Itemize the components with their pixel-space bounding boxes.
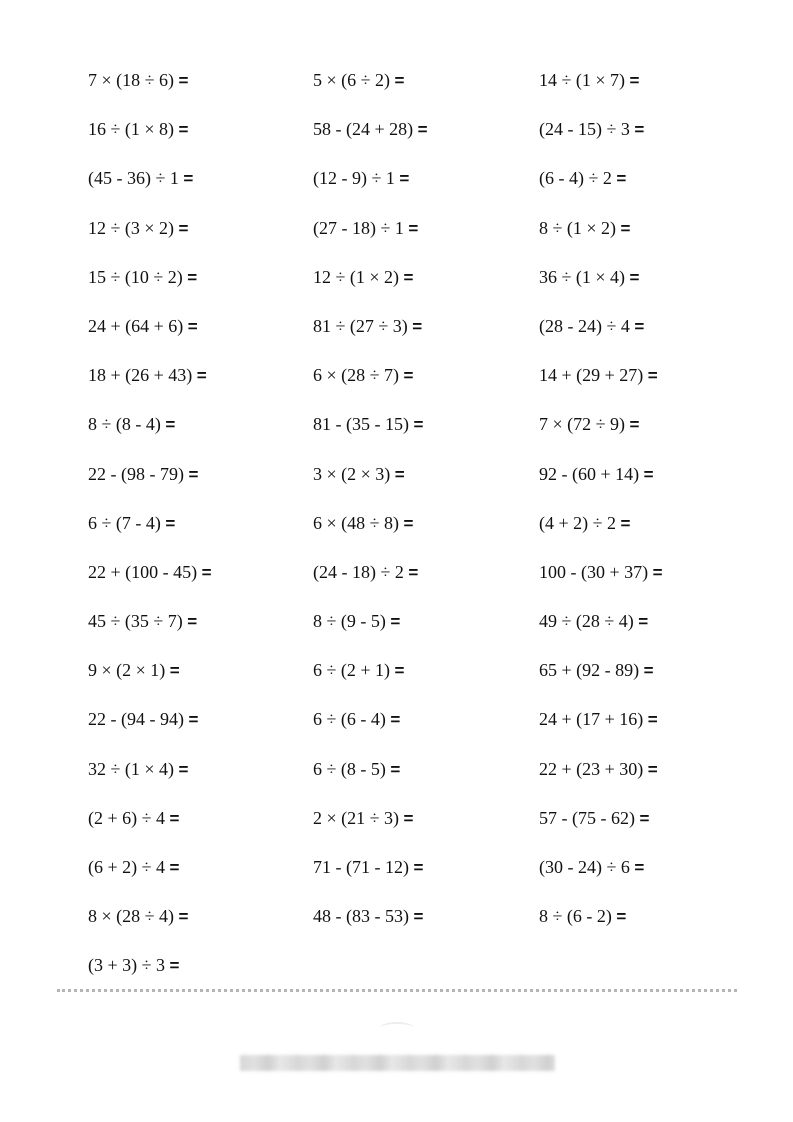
problem-expression: (6 - 4) ÷ 2 <box>539 168 612 189</box>
math-problem <box>88 113 308 162</box>
equals-sign: = <box>417 120 428 140</box>
math-problem <box>539 507 759 556</box>
equals-sign: = <box>620 218 631 238</box>
equals-sign: = <box>169 808 180 828</box>
math-problem <box>539 802 759 851</box>
problem-expression: 6 ÷ (7 - 4) <box>88 512 161 533</box>
problem-expression: 36 ÷ (1 × 4) <box>539 266 626 287</box>
problem-expression: 14 ÷ (1 × 7) <box>539 70 626 90</box>
math-problem <box>88 654 308 703</box>
equals-sign: = <box>187 612 198 632</box>
problem-expression: 5 × (6 ÷ 2) <box>313 70 391 90</box>
math-problem <box>88 900 308 949</box>
equals-sign: = <box>408 218 419 238</box>
equals-sign: = <box>169 858 180 877</box>
equals-sign: = <box>183 169 194 189</box>
problem-expression: (27 - 18) ÷ 1 <box>313 217 404 238</box>
problem-expression: 6 ÷ (2 + 1) <box>313 660 391 681</box>
equals-sign: = <box>403 267 414 287</box>
math-problem <box>88 64 308 113</box>
footer-logo-blurred <box>380 1022 414 1034</box>
equals-sign: = <box>390 710 401 730</box>
equals-sign: = <box>178 218 189 238</box>
equals-sign: = <box>394 71 405 90</box>
problem-column-3 <box>539 64 759 949</box>
equals-sign: = <box>634 858 645 877</box>
dotted-divider <box>57 989 737 992</box>
equals-sign: = <box>639 808 650 828</box>
math-problem <box>539 261 759 310</box>
problem-expression: 81 ÷ (27 ÷ 3) <box>313 315 408 336</box>
equals-sign: = <box>643 661 654 681</box>
math-problem <box>88 458 308 507</box>
math-problem <box>539 212 759 261</box>
math-problem <box>313 507 533 556</box>
equals-sign: = <box>629 71 640 90</box>
math-problem <box>313 64 533 113</box>
math-problem <box>539 408 759 457</box>
equals-sign: = <box>634 316 645 336</box>
math-problem <box>539 113 759 162</box>
math-problem <box>539 654 759 703</box>
problem-expression: (6 + 2) ÷ 4 <box>88 857 166 877</box>
equals-sign: = <box>403 808 414 828</box>
problem-expression: 22 + (100 - 45) <box>88 561 198 582</box>
problem-expression: 8 ÷ (6 - 2) <box>539 906 612 927</box>
equals-sign: = <box>629 267 640 287</box>
problem-expression: 57 - (75 - 62) <box>539 807 635 828</box>
math-problem <box>539 900 759 949</box>
math-problem <box>539 753 759 802</box>
problem-expression: 24 + (17 + 16) <box>539 709 644 730</box>
problem-expression: 7 × (18 ÷ 6) <box>88 70 175 90</box>
problem-column-1 <box>88 64 308 999</box>
problem-expression: 18 + (26 + 43) <box>88 365 193 386</box>
math-problem <box>88 507 308 556</box>
equals-sign: = <box>201 562 212 582</box>
equals-sign: = <box>188 710 199 730</box>
problem-expression: 71 - (71 - 12) <box>313 857 409 877</box>
problem-expression: 6 × (48 ÷ 8) <box>313 512 400 533</box>
problem-expression: (24 - 18) ÷ 2 <box>313 561 404 582</box>
footer-text-blurred <box>240 1055 555 1071</box>
problem-expression: 8 ÷ (9 - 5) <box>313 611 386 632</box>
problem-expression: 22 - (98 - 79) <box>88 463 184 484</box>
problem-expression: 3 × (2 × 3) <box>313 463 391 484</box>
equals-sign: = <box>178 120 189 140</box>
equals-sign: = <box>394 464 405 484</box>
equals-sign: = <box>647 710 658 730</box>
equals-sign: = <box>165 415 176 435</box>
math-problem <box>313 556 533 605</box>
math-problem <box>88 851 308 900</box>
equals-sign: = <box>408 562 419 582</box>
problem-column-2 <box>313 64 533 949</box>
math-problem <box>313 261 533 310</box>
problem-expression: (3 + 3) ÷ 3 <box>88 955 166 976</box>
math-problem <box>313 753 533 802</box>
problem-expression: 16 ÷ (1 × 8) <box>88 119 175 140</box>
problem-expression: 8 × (28 ÷ 4) <box>88 906 175 927</box>
problem-expression: (12 - 9) ÷ 1 <box>313 168 395 189</box>
problem-expression: 8 ÷ (1 × 2) <box>539 217 617 238</box>
equals-sign: = <box>652 562 663 582</box>
problem-expression: 2 × (21 ÷ 3) <box>313 807 400 828</box>
math-problem <box>313 900 533 949</box>
equals-sign: = <box>413 415 424 435</box>
problem-expression: (28 - 24) ÷ 4 <box>539 315 630 336</box>
equals-sign: = <box>165 513 176 533</box>
problem-expression: 9 × (2 × 1) <box>88 660 166 681</box>
equals-sign: = <box>187 316 198 336</box>
equals-sign: = <box>647 366 658 386</box>
math-problem <box>88 310 308 359</box>
math-problem <box>539 851 759 900</box>
math-problem <box>313 802 533 851</box>
problem-expression: (4 + 2) ÷ 2 <box>539 512 617 533</box>
problem-expression: 32 ÷ (1 × 4) <box>88 758 175 779</box>
math-problem <box>88 753 308 802</box>
equals-sign: = <box>178 759 189 779</box>
equals-sign: = <box>620 513 631 533</box>
equals-sign: = <box>188 464 199 484</box>
equals-sign: = <box>187 267 198 287</box>
equals-sign: = <box>178 71 189 90</box>
problem-expression: 22 + (23 + 30) <box>539 758 644 779</box>
problem-expression: 49 ÷ (28 ÷ 4) <box>539 611 634 632</box>
equals-sign: = <box>638 612 649 632</box>
equals-sign: = <box>634 120 645 140</box>
problem-expression: 48 - (83 - 53) <box>313 906 409 927</box>
equals-sign: = <box>647 759 658 779</box>
equals-sign: = <box>403 366 414 386</box>
problem-expression: (45 - 36) ÷ 1 <box>88 168 179 189</box>
problem-expression: 81 - (35 - 15) <box>313 414 409 435</box>
math-problem <box>88 408 308 457</box>
equals-sign: = <box>399 169 410 189</box>
problem-expression: 12 ÷ (1 × 2) <box>313 266 400 287</box>
math-problem <box>313 113 533 162</box>
problem-expression: 6 ÷ (6 - 4) <box>313 709 386 730</box>
math-problem <box>313 654 533 703</box>
problem-expression: 58 - (24 + 28) <box>313 119 414 140</box>
math-problem <box>539 458 759 507</box>
equals-sign: = <box>413 907 424 927</box>
problem-expression: (30 - 24) ÷ 6 <box>539 857 630 877</box>
equals-sign: = <box>394 661 405 681</box>
math-problem <box>88 162 308 211</box>
problem-expression: 100 - (30 + 37) <box>539 561 649 582</box>
math-problem <box>88 261 308 310</box>
problem-expression: 15 ÷ (10 ÷ 2) <box>88 266 183 287</box>
math-problem <box>313 212 533 261</box>
problem-expression: 8 ÷ (8 - 4) <box>88 414 161 435</box>
equals-sign: = <box>169 956 180 976</box>
math-problem <box>88 802 308 851</box>
problem-expression: 24 + (64 + 6) <box>88 315 184 336</box>
equals-sign: = <box>413 858 424 877</box>
equals-sign: = <box>643 464 654 484</box>
problem-expression: 6 × (28 ÷ 7) <box>313 365 400 386</box>
math-problem <box>313 359 533 408</box>
math-problem <box>88 605 308 654</box>
equals-sign: = <box>629 415 640 435</box>
math-problem <box>88 703 308 752</box>
problem-expression: 45 ÷ (35 ÷ 7) <box>88 611 183 632</box>
equals-sign: = <box>390 612 401 632</box>
problem-expression: 6 ÷ (8 - 5) <box>313 758 386 779</box>
math-problem <box>539 162 759 211</box>
math-problem <box>313 408 533 457</box>
math-problem <box>313 703 533 752</box>
problem-expression: 92 - (60 + 14) <box>539 463 640 484</box>
equals-sign: = <box>616 169 627 189</box>
equals-sign: = <box>178 907 189 927</box>
problem-expression: 65 + (92 - 89) <box>539 660 640 681</box>
math-problem <box>88 359 308 408</box>
problem-expression: (2 + 6) ÷ 4 <box>88 807 166 828</box>
math-problem <box>313 458 533 507</box>
equals-sign: = <box>196 366 207 386</box>
equals-sign: = <box>390 759 401 779</box>
math-problem <box>539 64 759 113</box>
problem-expression: 7 × (72 ÷ 9) <box>539 414 626 435</box>
problem-expression: 14 + (29 + 27) <box>539 365 644 386</box>
problem-expression: 12 ÷ (3 × 2) <box>88 217 175 238</box>
problem-expression: 22 - (94 - 94) <box>88 709 184 730</box>
math-problem <box>539 556 759 605</box>
equals-sign: = <box>616 907 627 927</box>
math-problem <box>313 605 533 654</box>
equals-sign: = <box>403 513 414 533</box>
math-problem <box>313 851 533 900</box>
equals-sign: = <box>412 316 423 336</box>
math-problem <box>539 703 759 752</box>
math-problem <box>313 310 533 359</box>
math-problem <box>313 162 533 211</box>
problem-expression: (24 - 15) ÷ 3 <box>539 119 630 140</box>
math-problem <box>539 359 759 408</box>
math-problem <box>88 212 308 261</box>
equals-sign: = <box>169 661 180 681</box>
math-problem <box>539 605 759 654</box>
math-problem <box>539 310 759 359</box>
math-problem <box>88 556 308 605</box>
